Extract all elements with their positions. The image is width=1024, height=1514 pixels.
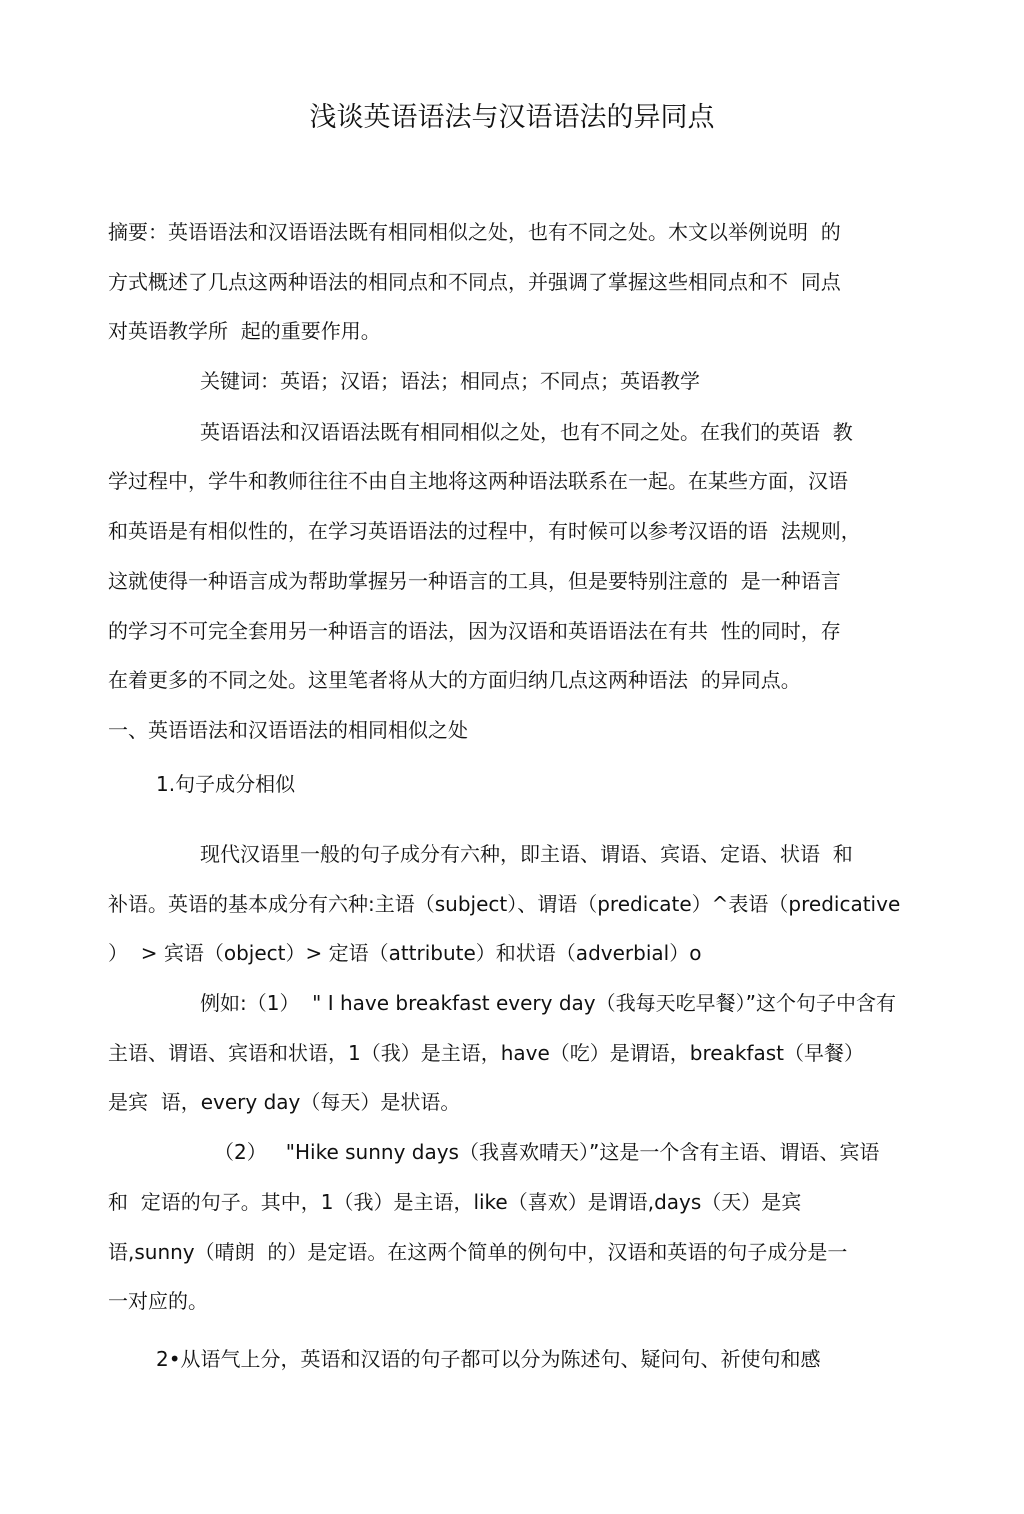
abstract-line: 对英语教学所 起的重要作用。 xyxy=(108,319,381,343)
abstract-line: 摘要：英语语法和汉语语法既有相同相似之处，也有不同之处。木文以举例说明 的 xyxy=(108,220,841,244)
example-line: 例如:（1） " I have breakfast every day（我每天吃早餐）”这个句子中含有 xyxy=(200,991,896,1015)
example-line: 语,sunny（晴朗 的）是定语。在这两个简单的例句中，汉语和英语的句子成分是一 xyxy=(108,1240,848,1264)
subsection-heading: 1.句子成分相似 xyxy=(156,772,296,796)
intro-line: 这就使得一种语言成为帮助掌握另一种语言的工具，但是要特别注意的 是一种语言 xyxy=(108,569,841,593)
example-line: 是宾 语，every day（每天）是状语。 xyxy=(108,1090,461,1114)
intro-line: 英语语法和汉语语法既有相同相似之处，也有不同之处。在我们的英语 教 xyxy=(200,420,853,444)
example-line: （2） "Hike sunny days（我喜欢晴天）”这是一个含有主语、谓语、宾语 xyxy=(214,1140,880,1164)
subsection-heading: 2•从语气上分，英语和汉语的句子都可以分为陈述句、疑问句、祈使句和感 xyxy=(156,1347,821,1371)
section-heading: 一、英语语法和汉语语法的相同相似之处 xyxy=(108,718,468,742)
intro-line: 的学习不可完全套用另一种语言的语法，因为汉语和英语语法在有共 性的同时，存 xyxy=(108,619,841,643)
intro-line: 在着更多的不同之处。这里笔者将从大的方面归纳几点这两种语法 的异同点。 xyxy=(108,668,801,692)
example-line: 和 定语的句子。其中，1（我）是主语，like（喜欢）是谓语,days（天）是宾 xyxy=(108,1190,802,1214)
components-line: 补语。英语的基本成分有六种:主语（subject）、谓语（predicate）^表语（predicative xyxy=(108,892,901,916)
example-line: 主语、谓语、宾语和状语，1（我）是主语，have（吃）是谓语，breakfast（早餐） xyxy=(108,1041,864,1065)
components-line: ） > 宾语（object）> 定语（attribute）和状语（adverbial）o xyxy=(108,941,702,965)
components-line: 现代汉语里一般的句子成分有六种，即主语、谓语、宾语、定语、状语 和 xyxy=(200,842,853,866)
intro-line: 和英语是有相似性的，在学习英语语法的过程中，有时候可以参考汉语的语 法规则， xyxy=(108,519,861,543)
document-title: 浅谈英语语法与汉语语法的异同点 xyxy=(309,102,715,133)
abstract-line: 方式概述了几点这两种语法的相同点和不同点，并强调了掌握这些相同点和不 同点 xyxy=(108,270,841,294)
intro-line: 学过程中，学牛和教师往往不由自主地将这两种语法联系在一起。在某些方面，汉语 xyxy=(108,469,848,493)
keywords-line: 关键词：英语；汉语；语法；相同点；不同点；英语教学 xyxy=(200,369,700,393)
example-line: 一对应的。 xyxy=(108,1289,208,1313)
